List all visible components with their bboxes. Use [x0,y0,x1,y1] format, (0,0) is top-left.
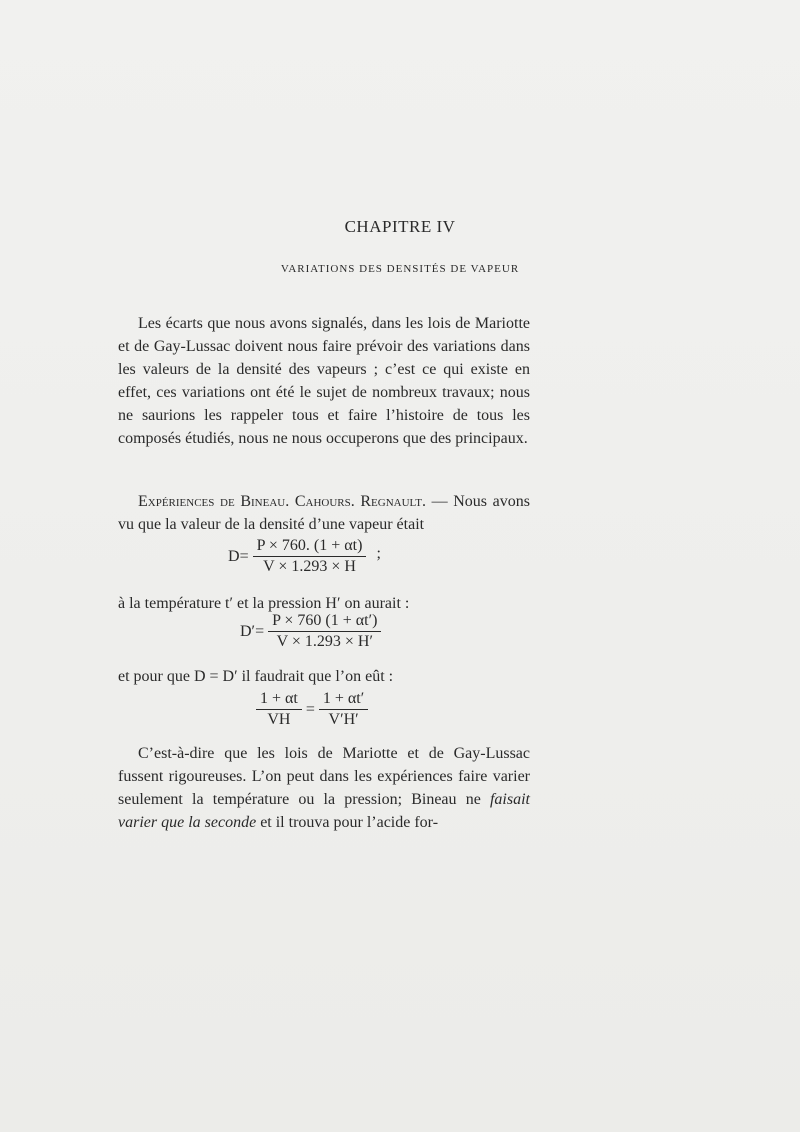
formula-equality-eq: = [305,700,315,718]
formula-equality-left-numerator: 1 + αt [256,690,302,710]
formula-density-denominator: V × 1.293 × H [263,558,356,575]
formula-equality-left [256,690,302,729]
formula-equality-left-denominator: VH [267,711,291,728]
paragraph-conclusion-italic: faisait varier que la seconde [118,791,530,831]
chapter-title: CHAPITRE IV [344,217,456,236]
formula-density-prime-denominator: V × 1.293 × H′ [276,633,373,650]
paragraph-experiments-text: — Nous avons vu que la valeur de la densité d’une vapeur était [118,493,531,533]
formula-density-numerator: P × 760. (1 + αt) [253,537,367,557]
formula-density-tail: ; [376,544,381,562]
formula-density-prime-numerator: P × 760 (1 + αt′) [268,612,381,632]
formula-density-prime-lhs: D′ [240,622,256,640]
paragraph-conclusion [118,742,530,834]
formula-density-lhs: D [228,547,240,565]
formula-equality-right-numerator: 1 + αt′ [319,690,368,710]
formula-density-prime-fraction [268,612,381,651]
formula-density-prime-eq: = [255,622,265,640]
formula-density-eq: = [239,547,249,565]
paragraph-conclusion-text-2: et il trouva pour l’acide for- [256,814,439,831]
formula-equality [252,690,372,729]
line-temperature-text: à la température t′ et la pression H′ on aurait : [118,595,410,612]
formula-density-fraction [253,537,367,576]
paragraph-conclusion-text-1: C’est-à-dire que les lois de Mariotte et de Gay-Lussac fussent rigoureuses. L’on peut dans les expériences faire varier seulement la température ou la pression; Bineau ne [118,745,530,808]
paragraph-experiments [118,490,530,536]
line-condition-text: et pour que D = D′ il faudrait que l’on eût : [118,668,394,685]
formula-equality-right-denominator: V′H′ [328,711,359,728]
formula-density-prime [240,612,385,651]
chapter-subtitle: VARIATIONS DES DENSITÉS DE VAPEUR [280,263,520,275]
formula-density [228,537,381,576]
paragraph-intro [118,312,530,450]
line-condition [118,665,530,688]
section-heading: Expériences de Bineau. Cahours. Regnault. [138,493,426,510]
formula-equality-right [319,690,368,729]
paragraph-intro-text: Les écarts que nous avons signalés, dans les lois de Mariotte et de Gay-Lussac doivent nous faire prévoir des variations dans les valeurs de la densité des vapeurs ; c’est ce qui existe en effet, ces variations ont été le sujet de nombreux travaux; nous ne saurions les rappeler tous et faire l’histoire de tous les composés étudiés, nous ne nous occuperons que des principaux. [118,315,530,447]
